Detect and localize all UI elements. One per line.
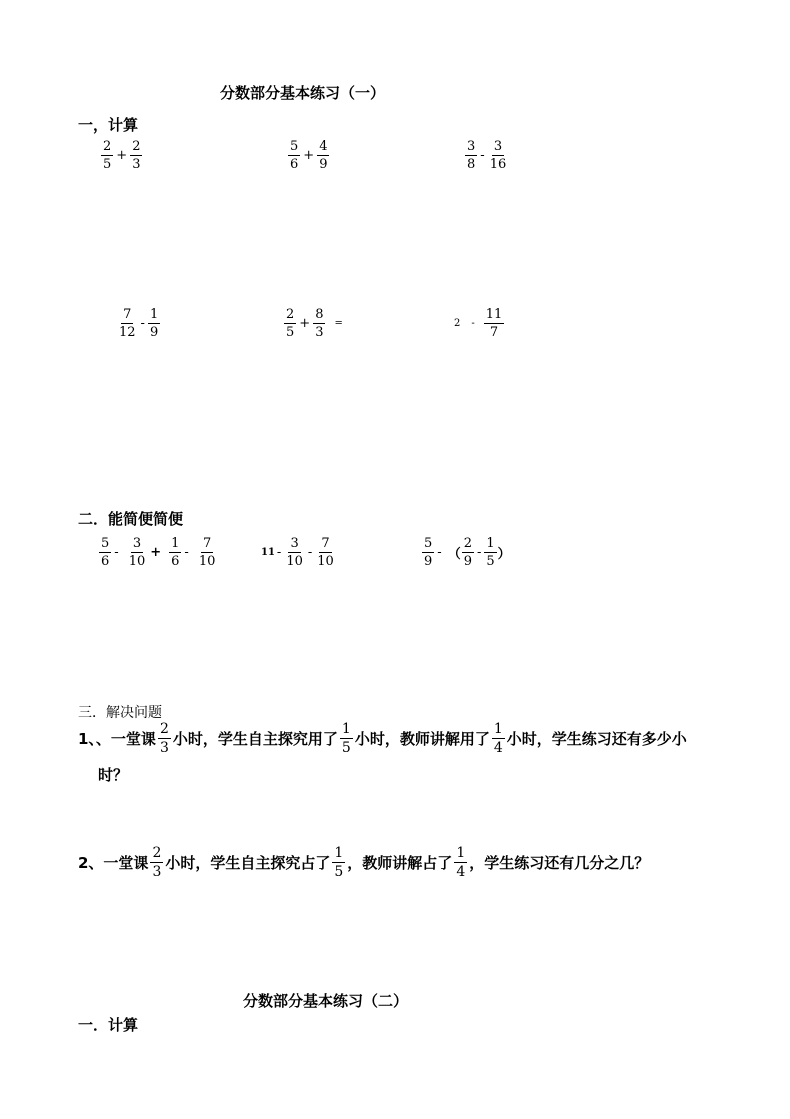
expr-4: $\frac{7}{12}$ - $\frac{1}{9}$ <box>119 307 159 340</box>
simplify-expr-2: 11 - $\frac{3}{10}$ - $\frac{7}{10}$ <box>261 536 334 569</box>
expr-1: $\frac{2}{5}$ + $\frac{2}{3}$ <box>103 139 141 172</box>
simplify-expr-3: $\frac{5}{9}$ - （ $\frac{2}{9}$ - $\frac{1}{5}$ ） <box>424 536 511 569</box>
section-heading-simplify: 二．能简便简便 <box>78 510 184 528</box>
worksheet-title-2: 分数部分基本练习（二） <box>243 992 409 1010</box>
section-heading-calc-2: 一．计算 <box>78 1016 139 1034</box>
expr-2: $\frac{5}{6}$ + $\frac{4}{9}$ <box>290 139 328 172</box>
expr-5: $\frac{2}{5}$ + $\frac{8}{3}$ = <box>286 307 343 340</box>
section-heading-problems: 三．解决问题 <box>78 705 162 721</box>
section-heading-calc: 一，计算 <box>78 116 139 134</box>
expr-6: 2 - $\frac{11}{7}$ <box>454 307 503 340</box>
expr-3: $\frac{3}{8}$ - $\frac{3}{16}$ <box>467 139 507 172</box>
simplify-expr-1: $\frac{5}{6}$ - $\frac{3}{10}$ + $\frac{1}{6}$ - $\frac{7}{10}$ <box>101 536 216 569</box>
word-problem-1-continuation: 时？ <box>98 766 129 784</box>
worksheet-title-1: 分数部分基本练习（一） <box>220 84 386 102</box>
word-problem-2: 2、一堂课 $\frac{2}{3}$ 小时，学生自主探究占了 $\frac{1}{5}$ ，教师讲解占了 $\frac{1}{4}$ ，学生练习还有几分之几？ <box>78 845 650 880</box>
word-problem-1: 1、、一堂课 $\frac{2}{3}$ 小时，学生自主探究用了 $\frac{1}{5}$ 小时，教师讲解用了 $\frac{1}{4}$ 小时，学生练习还有多少小 <box>78 721 687 756</box>
